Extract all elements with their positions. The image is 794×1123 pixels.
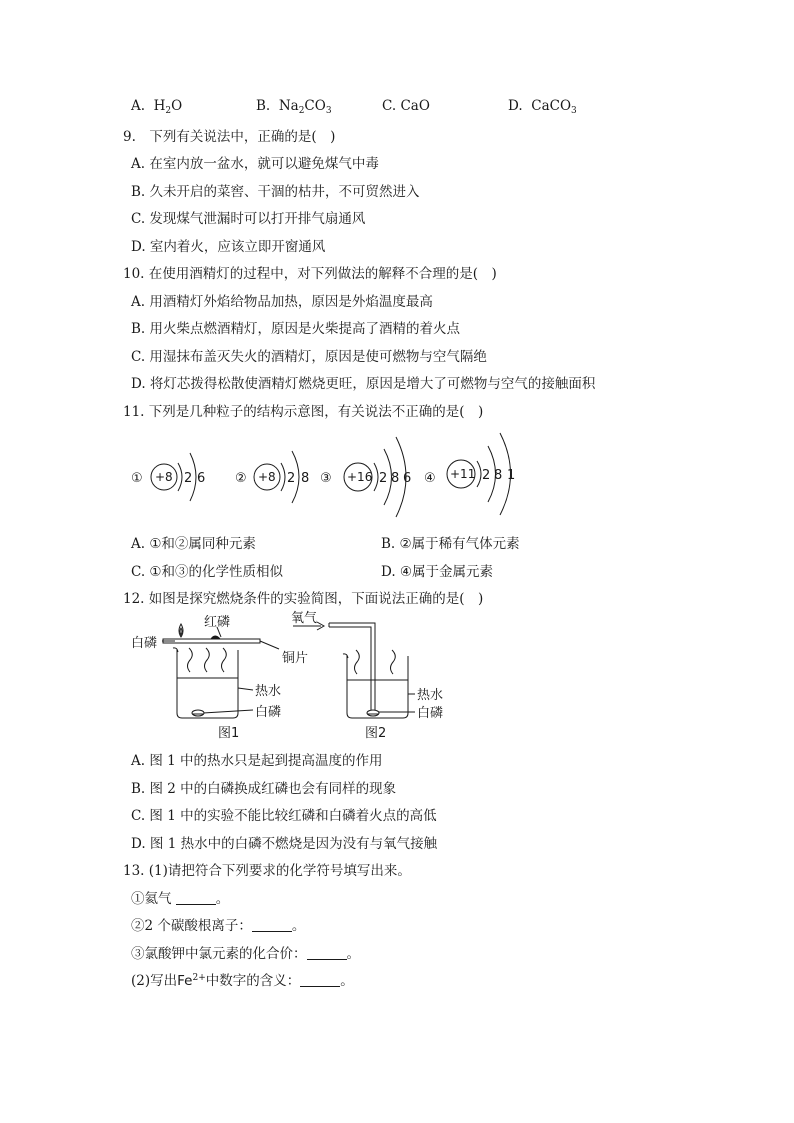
fig1-hot-water-label: 热水 xyxy=(255,684,282,699)
q9-option-a: A. 在室内放一盆水，就可以避免煤气中毒 xyxy=(131,156,379,172)
particle-1-label: ① xyxy=(131,471,143,486)
q13-item-1: ①氦气 。 xyxy=(131,891,230,907)
q13-stem: 13. (1)请把符合下列要求的化学符号填写出来。 xyxy=(123,863,411,879)
fig2-caption: 图2 xyxy=(365,726,387,741)
q12-option-c: C. 图 1 中的实验不能比较红磷和白磷着火点的高低 xyxy=(131,808,437,824)
fig2-white-phosphorus-label: 白磷 xyxy=(417,706,444,721)
atomic-structure-diagram xyxy=(120,425,540,525)
combustion-experiment-figure xyxy=(125,610,455,745)
q12-stem: 12. 如图是探究燃烧条件的实验简图，下面说法正确的是( ) xyxy=(123,591,484,607)
particle-1-shell-1: 2 xyxy=(184,471,193,486)
q11-option-a: A. ①和②属同种元素 xyxy=(131,536,256,552)
particle-1-shell-2: 6 xyxy=(197,471,206,486)
q8-option-c: C. CaO xyxy=(382,98,430,114)
q9-option-c: C. 发现煤气泄漏时可以打开排气扇通风 xyxy=(131,211,366,227)
particle-2-shell-1: 2 xyxy=(287,471,296,486)
particle-3-label: ③ xyxy=(320,471,332,486)
q12-option-a: A. 图 1 中的热水只是起到提高温度的作用 xyxy=(131,753,383,769)
q11-option-b: B. ②属于稀有气体元素 xyxy=(381,536,520,552)
fig1-caption: 图1 xyxy=(218,726,240,741)
q11-option-c: C. ①和③的化学性质相似 xyxy=(131,564,284,580)
q10-option-a: A. 用酒精灯外焰给物品加热，原因是外焰温度最高 xyxy=(131,294,433,310)
q11-stem: 11. 下列是几种粒子的结构示意图，有关说法不正确的是( ) xyxy=(123,404,484,420)
q12-option-d: D. 图 1 热水中的白磷不燃烧是因为没有与氧气接触 xyxy=(131,836,438,852)
fig2-oxygen-label: 氧气 xyxy=(291,611,318,626)
particle-4-label: ④ xyxy=(424,471,436,486)
particle-4-nucleus: +11 xyxy=(450,467,476,481)
particle-3-nucleus: +16 xyxy=(347,470,373,484)
particle-2-nucleus: +8 xyxy=(258,470,276,484)
q9-option-d: D. 室内着火，应该立即开窗通风 xyxy=(131,239,326,255)
particle-2-label: ② xyxy=(235,471,247,486)
answer-blank[interactable] xyxy=(176,892,216,905)
q12-option-b: B. 图 2 中的白磷换成红磷也会有同样的现象 xyxy=(131,781,397,797)
particle-1-nucleus: +8 xyxy=(155,470,173,484)
particle-4-shell-1: 2 xyxy=(482,468,491,483)
particle-4-shell-2: 8 xyxy=(494,468,503,483)
q10-stem: 10. 在使用酒精灯的过程中，对下列做法的解释不合理的是( ) xyxy=(123,266,497,282)
particle-3-shell-1: 2 xyxy=(379,471,388,486)
q10-option-c: C. 用湿抹布盖灭失火的酒精灯，原因是使可燃物与空气隔绝 xyxy=(131,349,487,365)
q10-option-b: B. 用火柴点燃酒精灯，原因是火柴提高了酒精的着火点 xyxy=(131,321,461,337)
fig1-copper-label: 铜片 xyxy=(282,651,309,666)
q11-option-d: D. ④属于金属元素 xyxy=(381,564,494,580)
answer-blank[interactable] xyxy=(300,974,340,987)
fig1-red-phosphorus-label: 红磷 xyxy=(204,615,231,630)
answer-blank[interactable] xyxy=(252,919,292,932)
particle-2-shell-2: 8 xyxy=(301,471,310,486)
q8-option-d: D. CaCO$_3$ xyxy=(508,98,577,116)
fig2-hot-water-label: 热水 xyxy=(417,688,444,703)
q9-stem: 9. 下列有关说法中，正确的是( ) xyxy=(123,129,336,145)
q13-item-2: ②2 个碳酸根离子： 。 xyxy=(131,918,306,934)
fig1-white-phosphorus-bottom-label: 白磷 xyxy=(255,705,282,720)
q8-option-b: B. $Na_2CO_3$ xyxy=(256,98,332,116)
fig1-white-phosphorus-top-label: 白磷 xyxy=(131,636,158,651)
q10-option-d: D. 将灯芯拨得松散使酒精灯燃烧更旺，原因是增大了可燃物与空气的接触面积 xyxy=(131,376,596,392)
particle-4-shell-3: 1 xyxy=(507,468,516,483)
q13-part-2: (2)写出$Fe^{2+}$中数字的含义： 。 xyxy=(131,973,354,989)
q8-option-a: A. $H_2O$ xyxy=(131,98,183,116)
particle-3-shell-2: 8 xyxy=(391,471,400,486)
particle-3-shell-3: 6 xyxy=(403,471,412,486)
q13-item-3: ③氯酸钾中氯元素的化合价： 。 xyxy=(131,946,360,962)
answer-blank[interactable] xyxy=(307,947,347,960)
q9-option-b: B. 久未开启的菜窖、干涸的枯井，不可贸然进入 xyxy=(131,184,420,200)
